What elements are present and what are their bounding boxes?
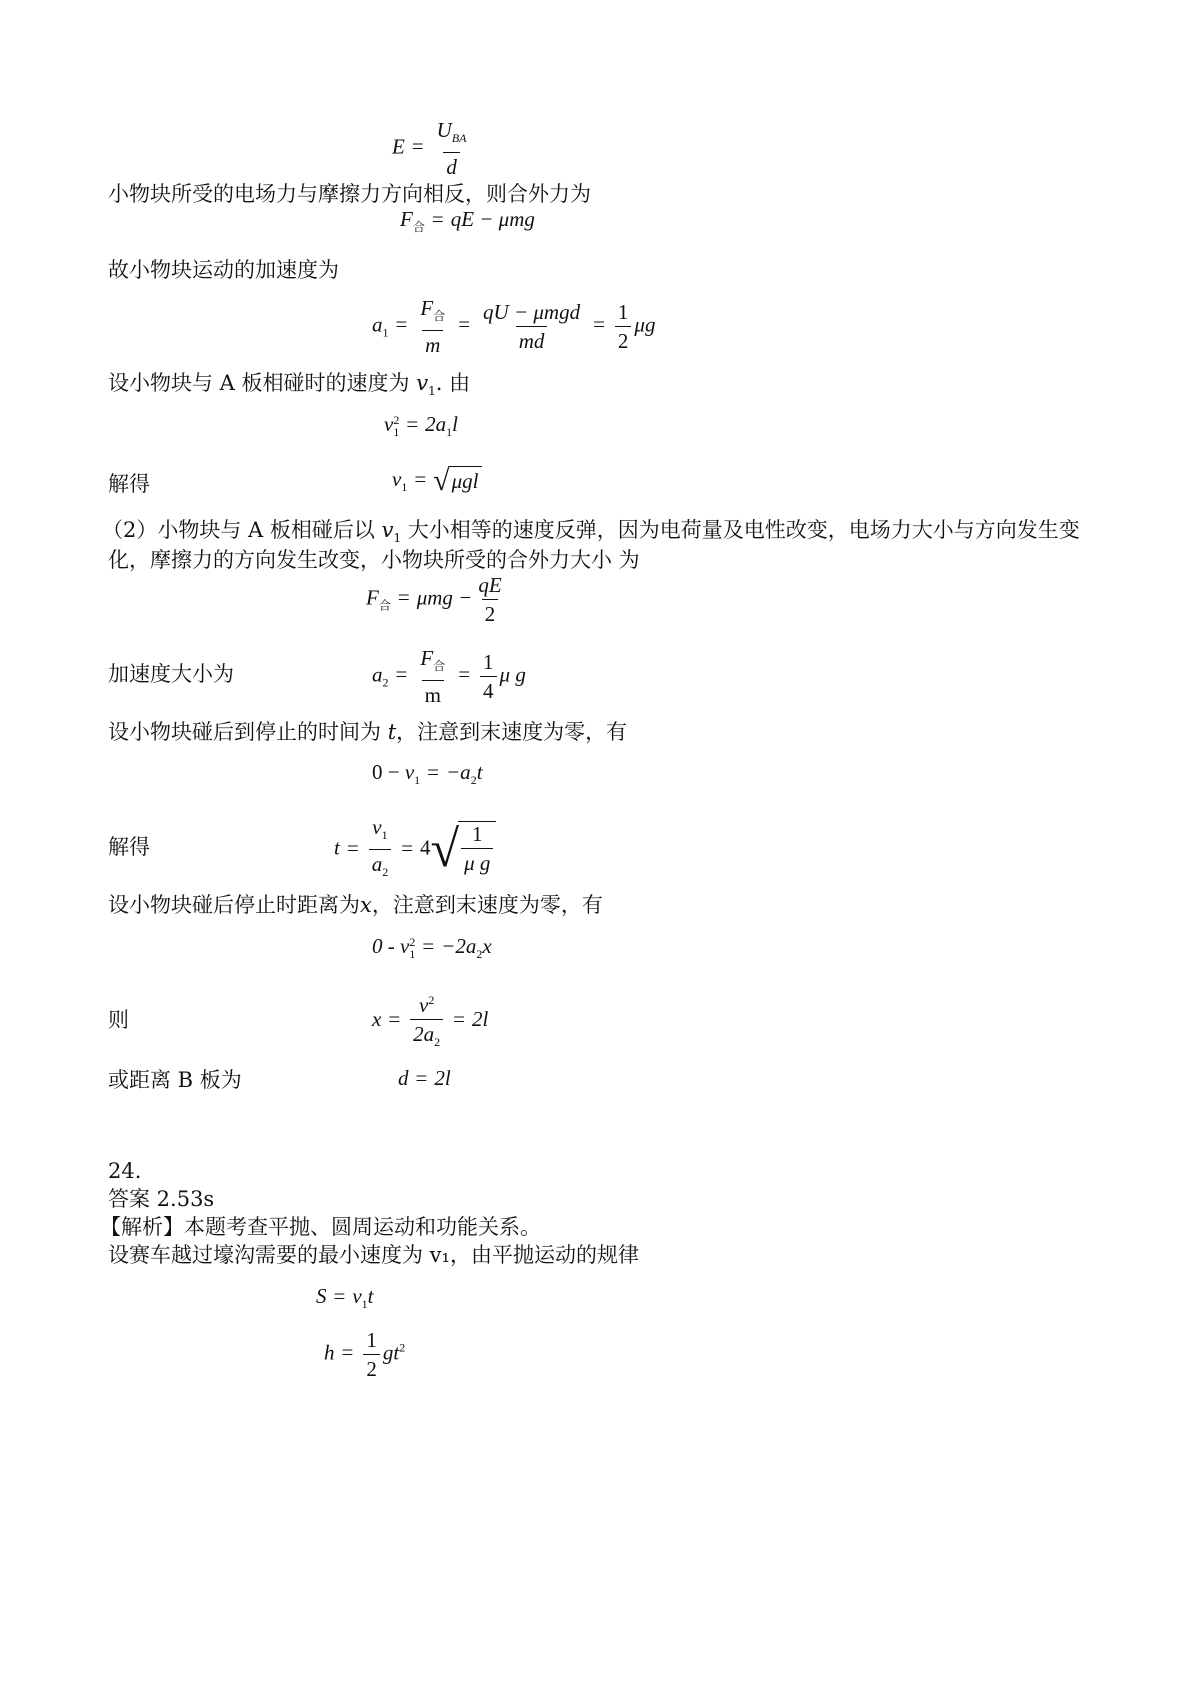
subscript: 合 [433, 659, 446, 674]
paragraph: 设赛车越过壕沟需要的最小速度为 v₁，由平抛运动的规律 [108, 1243, 639, 1267]
equals: = [397, 585, 410, 610]
superscript: 2 [428, 993, 435, 1007]
symbol: F [366, 585, 379, 610]
equals: = [341, 1340, 354, 1365]
subscript: 1 [401, 480, 408, 494]
equals: = [458, 312, 471, 337]
paragraph: 故小物块运动的加速度为 [108, 258, 339, 282]
equals: = [431, 207, 444, 231]
text: ，注意到末速度为零，有 [371, 893, 603, 917]
equation-velocity-change [372, 760, 483, 788]
expression: −a [446, 760, 471, 784]
subscript: 合 [433, 309, 446, 324]
subscript: 1 [381, 828, 388, 843]
denominator: m [422, 330, 443, 357]
symbol: x [372, 1006, 382, 1031]
equation-electric-field [392, 118, 473, 179]
symbol: v [404, 760, 415, 784]
text: 设小物块与 A 板相碰时的速度为 [108, 371, 417, 395]
equation-distance [372, 988, 488, 1054]
subscript: 1 [428, 384, 436, 399]
fraction [480, 300, 583, 353]
paragraph [108, 718, 627, 746]
expression: −2a [441, 934, 477, 958]
equals: = [406, 412, 419, 436]
denominator: a [371, 852, 383, 877]
equals: = [414, 466, 427, 491]
text: . 由 [435, 371, 471, 395]
equals: = [346, 835, 359, 860]
symbol: l [452, 412, 459, 436]
expression: qE − μmg [450, 207, 535, 231]
symbol: t [476, 760, 483, 784]
denominator: md [516, 326, 548, 353]
paragraph: 或距离 B 板为 [108, 1068, 242, 1092]
paragraph: 小物块所受的电场力与摩擦力方向相反，则合外力为 [108, 182, 591, 206]
equation-velocity [392, 466, 482, 496]
paragraph: 解得 [108, 835, 150, 859]
superscript: 2 [409, 935, 416, 950]
numerator: 1 [471, 821, 483, 846]
expression: μ g [499, 662, 526, 687]
expression: 0 − [372, 760, 405, 784]
symbol: v [416, 371, 429, 395]
equation-velocity-squared [384, 412, 458, 440]
paragraph [108, 891, 603, 919]
equals: = [388, 1006, 401, 1031]
numerator: qE [478, 573, 502, 597]
equation-net-force [400, 207, 535, 235]
subscript: 合 [378, 598, 391, 613]
expression: 2l [472, 1006, 489, 1031]
symbol: t [334, 835, 340, 860]
symbol: v [352, 1284, 362, 1308]
subscript: 2 [434, 1035, 441, 1050]
paragraph: 解得 [108, 472, 150, 496]
expression: 2a [425, 412, 447, 436]
denominator: 2a [413, 1022, 435, 1046]
subscript: 1 [414, 773, 421, 788]
denominator: 2 [363, 1354, 380, 1381]
symbol: F [400, 207, 413, 231]
numerator: 1 [366, 1328, 377, 1352]
equals: = [333, 1284, 346, 1308]
symbol: d [398, 1066, 409, 1090]
numerator: 1 [617, 300, 629, 325]
subscript: BA [451, 131, 467, 146]
subscript: 1 [382, 325, 389, 340]
expression: gt [382, 1340, 400, 1365]
equals: = [427, 760, 440, 784]
denominator: μ g [461, 848, 493, 875]
denominator: 4 [480, 676, 497, 703]
numerator: v [419, 993, 429, 1017]
symbol: a [372, 662, 383, 687]
fraction [410, 988, 443, 1054]
text: 设小物块碰后到停止的时间为 [108, 720, 388, 744]
subscript: 2 [382, 865, 389, 880]
numerator: U [436, 118, 452, 142]
equals: = [401, 835, 414, 860]
coefficient: 4 [420, 835, 431, 860]
numerator: v [372, 815, 382, 839]
symbol: v [400, 934, 410, 958]
equals: = [411, 134, 424, 159]
text: 大小相等的速度反弹，因为电荷量及电性改变，电场力大小与方向发生变 [401, 518, 1080, 542]
equals: = [415, 1066, 428, 1090]
subscript: 1 [446, 425, 453, 440]
symbol: E [392, 134, 405, 159]
symbol: v [384, 412, 394, 436]
equals: = [458, 662, 471, 687]
equation-net-force-2 [366, 573, 508, 626]
equation-horizontal [316, 1284, 374, 1312]
fraction [434, 118, 470, 179]
superscript: 2 [393, 413, 400, 428]
subscript: 2 [470, 773, 477, 788]
equals: = [422, 934, 435, 958]
symbol: x [360, 893, 372, 917]
fraction [363, 1328, 380, 1381]
equation-acceleration-1 [372, 296, 655, 357]
paragraph: 加速度大小为 [108, 662, 234, 686]
paragraph: 化，摩擦力的方向发生改变，小物块所受的合外力大小 为 [108, 548, 640, 572]
text: 设小物块碰后停止时距离为 [108, 893, 360, 917]
equals: = [395, 662, 408, 687]
fraction [417, 646, 448, 707]
symbol: S [316, 1284, 327, 1308]
square-root: √ μgl [433, 466, 481, 496]
fraction [417, 296, 448, 357]
fraction [480, 650, 497, 703]
superscript: 2 [399, 1340, 406, 1355]
equals: = [593, 312, 605, 337]
symbol: v [392, 466, 402, 491]
numerator: 1 [483, 650, 494, 675]
expression: 2l [434, 1066, 451, 1090]
denominator: m [422, 680, 444, 707]
symbol: t [387, 720, 397, 744]
subscript: 1 [361, 1297, 368, 1312]
subscript: 1 [393, 531, 402, 546]
analysis-line: 【解析】本题考查平抛、圆周运动和功能关系。 [100, 1215, 541, 1239]
symbol: x [482, 934, 492, 958]
paragraph: 则 [108, 1008, 129, 1032]
equals: = [453, 1006, 466, 1031]
expression: μmg − [416, 585, 473, 610]
subscript: 2 [382, 675, 389, 690]
question-number: 24. [108, 1159, 142, 1183]
equation-acceleration-2 [372, 646, 526, 707]
text: ，注意到末速度为零，有 [396, 720, 628, 744]
equation-d [398, 1066, 451, 1091]
denominator: 2 [615, 326, 632, 353]
numerator: qU − μmgd [483, 300, 581, 325]
subscript: 2 [476, 947, 483, 962]
equation-distance-kinematics [372, 934, 492, 962]
radicand: μgl [449, 466, 482, 496]
text: （2）小物块与 A 板相碰后以 [102, 518, 382, 542]
symbol: h [324, 1340, 335, 1365]
answer-line: 答案 2.53s [108, 1187, 215, 1211]
subscript: 合 [412, 220, 425, 235]
numerator: F [420, 296, 434, 320]
paragraph [108, 369, 470, 405]
symbol: v [381, 518, 394, 542]
denominator: d [446, 155, 457, 180]
denominator: 2 [482, 599, 499, 626]
numerator: F [420, 646, 434, 670]
square-root: √ $\frac{1}{\text{μ g}}$ [431, 821, 497, 879]
equation-vertical [324, 1328, 405, 1381]
symbol: t [367, 1284, 374, 1308]
fraction [475, 573, 504, 626]
fraction [615, 300, 632, 353]
fraction [369, 815, 392, 884]
symbol: a [372, 312, 383, 337]
expression: 0 - [372, 934, 400, 958]
subscript: 1 [409, 947, 416, 962]
equals: = [395, 312, 408, 337]
expression: μg [634, 312, 656, 337]
subscript: 1 [393, 425, 400, 440]
equation-time [334, 815, 496, 884]
